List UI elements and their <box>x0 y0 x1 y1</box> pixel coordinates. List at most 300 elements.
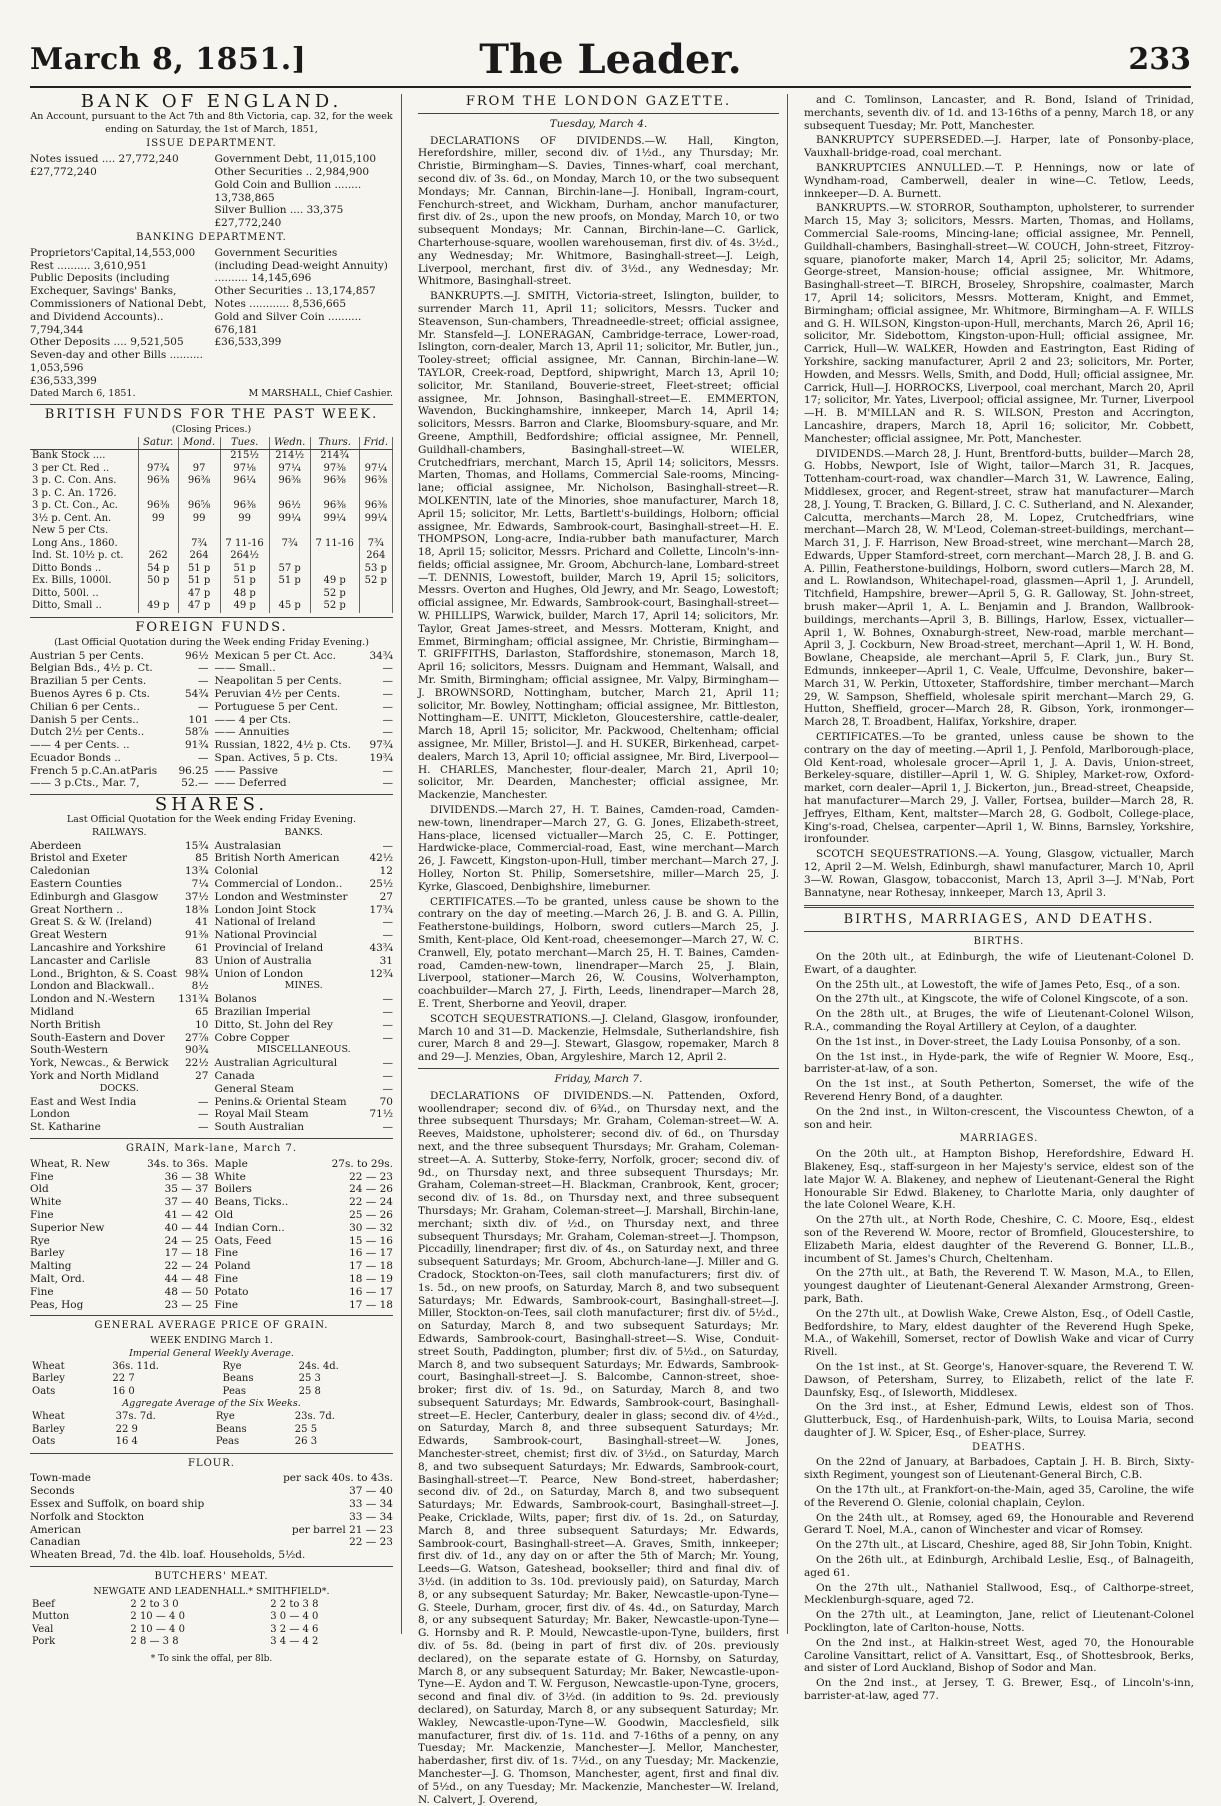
fund-row-cell: 99¼ <box>359 513 392 526</box>
flour-heading: FLOUR. <box>188 1457 235 1469</box>
foreign-fund-value: — <box>382 764 393 777</box>
misc-share-value: — <box>382 1070 393 1083</box>
railways-list <box>30 840 209 1083</box>
six-week-average-row-cell: Rye <box>215 1411 235 1423</box>
misc-share <box>215 1121 394 1134</box>
fund-row-cell: 3 per Ct. Red .. <box>30 463 138 476</box>
railway-share-value: 8½ <box>191 980 209 993</box>
fund-row-cell: New 5 per Cts. <box>30 525 138 538</box>
railway-share-label: Great Northern .. <box>30 903 123 916</box>
issue-left <box>30 153 209 230</box>
issue-right-line: Other Securities .. 2,984,900 <box>214 165 370 178</box>
railway-share-value: 7¼ <box>191 878 209 891</box>
meat-columns: NEWGATE AND LEADENHALL.* SMITHFIELD*. <box>93 1585 330 1597</box>
railway-share <box>30 904 209 917</box>
foreign-fund <box>215 714 394 727</box>
foreign-fund-label: Span. Actives, 5 p. Cts. <box>214 751 338 764</box>
meat-footnote: * To sink the offal, per 8lb. <box>150 1653 273 1664</box>
six-week-average-row-cell: 26 3 <box>294 1436 318 1448</box>
meat-row <box>30 1599 393 1612</box>
weekly-average-row-cell: Rye <box>222 1360 242 1372</box>
flour-price-value: 22 — 23 <box>349 1536 393 1549</box>
banking-department <box>30 247 393 388</box>
misc-share <box>215 1108 394 1121</box>
railway-share-value: 27⅞ <box>184 1031 209 1044</box>
six-week-average-row-cell: Peas <box>215 1436 240 1448</box>
grain-price-label: Old <box>214 1208 234 1221</box>
fund-row-cell: 96¼ <box>220 475 269 488</box>
bank-share-value: — <box>382 916 393 929</box>
six-week-average-row <box>30 1424 393 1437</box>
six-week-average-row <box>30 1411 393 1424</box>
foreign-fund-value: — <box>382 662 393 675</box>
fund-row-cell <box>138 450 178 463</box>
birth-notice: On the 1st inst., in Hyde-park, the wife of Regnier W. Moore, Esq., barrister-at-law, of a son. <box>804 1050 1194 1076</box>
meat-row-cell: Beef <box>32 1598 55 1610</box>
bank-share <box>215 865 394 878</box>
foreign-fund <box>30 675 209 688</box>
gazette-notice: DECLARATIONS OF DIVIDENDS.—N. Pattenden, Oxford, woollendraper; second div. of 6¾d., on Thursday next, and the three subsequent Thursdays; Mr. Graham, Coleman-street—W. A. Reeves, Maidstone, upholsterer; second div. of 6d., on Thursday next, and the three subsequent Thursdays; Mr. Graham, Coleman-street—A. A. Sutterby, Stoke-ferry, Norfolk, grocer; second div. of 9d., on Thursday next, and three subsequent Thursdays; Mr. Graham, Coleman-street—H. Blackman, Cranbrook, Kent, grocer; second div. of 1s. 8d., on Thursday next, and three subsequent Thursdays; Mr. Graham, Coleman-street—J. Marshall, Birchin-lane, merchant; sixth div. of ½d., on Thursday next, and three subsequent Thursdays; Mr. Graham, Coleman-street—J. Thompson, Piccadilly, linendraper; first div. of 4s., on Saturday next, and three subsequent Saturdays; Mr. Groom, Abchurch-lane—J. Miller and G. Cradock, Stockton-on-Tees, sail cloth manufacturers; first div. of 1s. 5d., on new proofs, on Saturday, March 8, and two subsequent Saturdays; Mr. Edwards, Sambrook-court, Basinghall-street—J. Miller, Stockton-on-Tees, sail cloth manufacturer; first div. of 5½d., on Saturday, March 8, and two subsequent Saturdays; Mr. Edwards, Sambrook-court, Basinghall-street—S. Wise, Conduit-street South, Paddington, plumber; first div. of 5½d., on Saturday, March 8, and two subsequent Saturdays; Mr. Edwards, Sambrook-court, Basinghall-street—J. S. Balcombe, Cannon-street, shoe-broker; first div. of 1s. 9d., on Saturday, March 8, and two subsequent Saturdays; Mr. Edwards, Sambrook-court, Basinghall-street—E. Hecler, Canterbury, dealer in glass; second div. of 4½d., on Saturday, March 8, and three subsequent Saturdays; Mr. Edwards, Sambrook-court, Basinghall-street—W. Jones, Manchester-street, chemist; first div. of 3½d., on Saturday, March 8, and two subsequent Saturdays; Mr. Edwards, Sambrook-court, Basinghall-street—T. Pearce, New Bond-street, haberdasher; second div. of 2d., on Saturday, March 8, and two subsequent Saturdays; Mr. Edwards, Sambrook-court, Basinghall-street—J. Peake, Cricklade, Wilts, paper; first div. of 1s. 2d., on Saturday, March 8, and three subsequent Saturdays; Mr. Edwards, Sambrook-court, Basinghall-street—A. Graves, Smith, innkeeper; first div. of 1d., any day on or after the 5th of March; Mr. Young, Leeds—G. Watson, Gateshead, bookseller; third and final div. of 3½d. (in addition to 3s. 10d. previously paid), on Saturday, March 8, or any subsequent Saturday; Mr. Baker, Newcastle-upon-Tyne—G. Steele, Durham, grocer, first div. of 4s. 4d., on Saturday, March 8, or any subsequent Saturday; Mr. Baker, Newcastle-upon-Tyne—G. Hornsby and R. P. Mould, Newcastle-upon-Tyne, builders, first div. of 5s. 8d. (being in part of first div. of 20s. previously declared), on the separate estate of G. Hornsby, on Saturday, March 8, or any subsequent Saturday; Mr. Baker, Newcastle-upon-Tyne—E. Aydon and T. W. Ferguson, Newcastle-upon-Tyne, grocers, second and final div. of 3½d. (in addition to 9s. 2d. previously declared), on Saturday, March 8, or any subsequent Saturday; Mr. Wakley, Newcastle-upon-Tyne—W. Goodwin, Macclesfield, silk manufacturer, first div. of 1s. 11d. and 7-16ths of a penny, on any Tuesday; Mr. Mackenzie, Manchester—J. Mellor, Manchester, haberdasher, first div. of 1s. 7½d., on any Tuesday; Mr. Mackenzie, Manchester—J. G. Thomson, Manchester, agent, first and final div. of 5½d., on any Tuesday; Mr. Mackenzie, Manchester—W. Ireland, N. Calvert, J. Overend, <box>418 1089 779 1806</box>
bank-dated: Dated March 6, 1851. <box>30 387 136 399</box>
fund-row <box>30 475 393 488</box>
fund-row-cell <box>310 563 359 576</box>
british-funds-heading: BRITISH FUNDS FOR THE PAST WEEK. <box>44 407 379 423</box>
railway-share-label: Eastern Counties <box>30 878 122 891</box>
bank-share-label: Australasian <box>214 839 282 852</box>
foreign-fund-label: —— Annuities <box>214 726 290 739</box>
banking-right-line: Notes ............ 8,536,665 <box>214 297 346 310</box>
foreign-fund-label: Belgian Bds., 4½ p. Ct. <box>30 662 153 675</box>
misc-label: MISCELLANEOUS. <box>256 1044 351 1056</box>
foreign-fund-value: 34¾ <box>369 649 393 662</box>
fund-row <box>30 513 393 526</box>
grain-price-value: 15 — 16 <box>349 1234 393 1247</box>
dock-share-value: — <box>198 1095 209 1108</box>
grain-price-label: Malt, Ord. <box>30 1272 85 1285</box>
foreign-fund-label: Austrian 5 per Cents. <box>30 649 144 662</box>
fund-row-cell: 96⅝ <box>178 500 220 513</box>
bank-share-value: — <box>382 929 393 942</box>
weekly-average-row-cell: 36s. 11d. <box>112 1360 159 1372</box>
dock-share-value: — <box>198 1121 209 1134</box>
foreign-fund <box>30 688 209 701</box>
mine-share-label: Cobre Copper <box>214 1031 290 1044</box>
fund-row <box>30 550 393 563</box>
column-header: Satur. <box>138 437 178 450</box>
marriage-notice: On the 27th ult., at North Rode, Cheshire, C. C. Moore, Esq., eldest son of the Reverend W. Moore, rector of Bromfield, Gloucestershire, to Elizabeth Maria, eldest daughter of the Reverend G. Bonner, LL.B., incumbent of St. James's Church, Cheltenham. <box>804 1214 1194 1265</box>
railways-label: RAILWAYS. <box>92 826 147 838</box>
dock-share-label: East and West India <box>30 1095 137 1108</box>
bank-share <box>215 968 394 981</box>
fund-row <box>30 538 393 551</box>
fund-row-cell: 3 p. C. An. 1726. <box>30 488 138 501</box>
grain-price-value: 22 — 24 <box>164 1260 209 1273</box>
grain-price-label: Fine <box>30 1285 54 1298</box>
grain <box>30 1158 393 1312</box>
friday-dateline: Friday, March 7. <box>554 1072 643 1085</box>
fund-row-cell: 264 <box>178 550 220 563</box>
foreign-fund-value: 19¾ <box>369 751 393 764</box>
weekly-average-row-cell: Barley <box>32 1373 65 1385</box>
fund-row-cell: Long Ans., 1860. <box>30 538 138 551</box>
fund-row <box>30 563 393 576</box>
grain-price-value: 44 — 48 <box>164 1272 209 1285</box>
bank-share-label: Colonial <box>214 865 259 878</box>
grain-price-value: 30 — 32 <box>349 1221 393 1234</box>
grain-price <box>215 1158 394 1171</box>
bank-share-value: 43¾ <box>369 942 393 955</box>
fund-row-cell: 7¾ <box>178 538 220 551</box>
railway-share-value: 22½ <box>184 1057 209 1070</box>
fund-row-cell: 96⅜ <box>310 475 359 488</box>
issue-right-line: Gold Coin and Bullion ........ 13,738,865 <box>214 178 362 204</box>
bank-share-value: 17¾ <box>369 903 393 916</box>
fund-row-cell: 51 p <box>269 575 310 588</box>
six-week-average-row-cell: Oats <box>32 1436 56 1448</box>
grain-price <box>30 1260 209 1273</box>
fund-row-cell <box>138 588 178 601</box>
birth-notice: On the 1st inst., at South Petherton, Somerset, the wife of the Reverend Henry Bond, of a daughter. <box>804 1078 1194 1103</box>
railway-share-label: Bristol and Exeter <box>30 852 128 865</box>
foreign-fund <box>215 765 394 778</box>
birth-notice: On the 20th ult., at Edinburgh, the wife of Lieutenant-Colonel D. Ewart, of a daughter. <box>804 951 1194 976</box>
fund-row <box>30 450 393 463</box>
grain-price-label: Old <box>30 1183 49 1196</box>
banking-right <box>215 247 394 388</box>
flour-price <box>30 1472 393 1485</box>
fund-row-cell: 3 p. C. Con. Ans. <box>30 475 138 488</box>
bmd-heading: BIRTHS, MARRIAGES, AND DEATHS. <box>843 912 1155 928</box>
bank-share <box>215 904 394 917</box>
fund-row <box>30 500 393 513</box>
fund-row-cell: Bank Stock .... <box>30 450 138 463</box>
dock-share-label: St. Katharine <box>30 1121 101 1134</box>
grain-price <box>215 1209 394 1222</box>
foreign-fund-label: —— Passive <box>214 764 278 777</box>
meat-row-cell: Veal <box>32 1623 54 1635</box>
railway-share <box>30 916 209 929</box>
railway-share-label: Aberdeen <box>30 839 82 852</box>
grain-price <box>30 1235 209 1248</box>
six-week-average-row-cell: 37s. 7d. <box>115 1411 156 1423</box>
railway-share <box>30 1032 209 1045</box>
gazette-notice: DIVIDENDS.—March 27, H. T. Baines, Camden-road, Camden-new-town, linendraper—March 27, G. G. Jones, Elizabeth-street, Hans-place, licensed victualler—March 25, C. E. Pottinger, Hardwicke-place, Commercial-road, East, wine merchant—March 26, J. Fawcett, Kingston-upon-Hull, timber merchant—March 27, J. Holley, Norton St. Philip, Somersetshire, miller—March 25, J. Kyrke, Glascoed, Denbighshire, limeburner. <box>418 804 779 893</box>
column-1 <box>30 91 402 1664</box>
misc-share-value: — <box>382 1121 393 1134</box>
bank-share-value: — <box>382 839 393 852</box>
mine-share-label: Ditto, St. John del Rey <box>214 1018 333 1031</box>
foreign-fund-label: Mexican 5 per Ct. Acc. <box>214 649 336 662</box>
issue-right-line: £27,772,240 <box>214 217 282 230</box>
mine-share <box>215 1019 394 1032</box>
fund-row-cell <box>359 488 392 501</box>
grain-price-value: 24 — 26 <box>349 1183 393 1196</box>
flour-price <box>30 1498 393 1511</box>
railway-share-label: Great Western <box>30 929 108 942</box>
bank-signature <box>30 388 393 401</box>
grain-price-label: Maple <box>214 1157 248 1170</box>
railway-share-value: 85 <box>195 852 209 865</box>
fund-row-cell <box>310 488 359 501</box>
fund-row-cell: 7 11-16 <box>310 538 359 551</box>
railway-share-value: 131¾ <box>178 993 209 1006</box>
foreign-fund-value: — <box>382 777 393 790</box>
column-3 <box>796 94 1194 1703</box>
grain-price-label: Peas, Hog <box>30 1298 84 1311</box>
meat-row <box>30 1611 393 1624</box>
grain-price-label: Beans, Ticks.. <box>214 1196 289 1209</box>
issue-date: March 8, 1851.] <box>30 42 307 77</box>
bank-share-value: 31 <box>379 954 393 967</box>
grain-right <box>215 1158 394 1312</box>
flour-price-value: 33 — 34 <box>349 1510 393 1523</box>
banking-left-line: £36,533,399 <box>30 374 97 387</box>
death-notice: On the 22nd of January, at Barbadoes, Captain J. H. B. Birch, Sixty-sixth Regiment, youngest son of Lieutenant-General Birch, C.B. <box>804 1456 1194 1482</box>
railway-share-value: 65 <box>195 1006 209 1019</box>
grain-price <box>215 1273 394 1286</box>
fund-row-cell: 96½ <box>269 500 310 513</box>
marriage-notice: On the 27th ult., at Bath, the Reverend T. W. Mason, M.A., to Ellen, youngest daughter of Lieutenant-General Alexander Armstrong, Green-park, Bath. <box>804 1267 1194 1305</box>
mine-share-value: — <box>382 1031 393 1044</box>
six-week-average-row-cell: Barley <box>32 1423 65 1435</box>
mines-list <box>215 993 394 1044</box>
railway-share-label: Caledonian <box>30 865 91 878</box>
fund-row-cell <box>220 525 269 538</box>
weekly-average-table <box>30 1361 393 1399</box>
grain-price-label: Boilers <box>214 1183 252 1196</box>
grain-price-label: Fine <box>30 1208 54 1221</box>
grain-price <box>30 1286 209 1299</box>
mine-share <box>215 1006 394 1019</box>
foreign-fund-value: 97¾ <box>369 739 393 752</box>
foreign-fund-value: 54¾ <box>184 687 209 700</box>
fund-row-cell: 214½ <box>269 450 310 463</box>
flour-price-label: Norfolk and Stockton <box>30 1510 145 1523</box>
railway-share <box>30 929 209 942</box>
gazette-continued <box>804 94 1194 899</box>
grain-price <box>215 1299 394 1312</box>
grain-price-label: Fine <box>214 1247 239 1260</box>
foreign-fund <box>30 701 209 714</box>
mine-share-label: Brazilian Imperial <box>214 1006 311 1019</box>
birth-notice: On the 25th ult., at Lowestoft, the wife of James Peto, Esq., of a son. <box>816 978 1181 991</box>
six-week-average-row-cell: Wheat <box>32 1411 65 1423</box>
flour-price <box>30 1511 393 1524</box>
railway-share <box>30 942 209 955</box>
bank-share <box>215 840 394 853</box>
fund-row-cell: 96⅜ <box>220 500 269 513</box>
foreign-fund-label: —— Deferred <box>214 777 287 790</box>
meat-heading: BUTCHERS' MEAT. <box>154 1570 269 1582</box>
fund-row <box>30 600 393 613</box>
misc-share <box>215 1083 394 1096</box>
foreign-fund-label: —— 3 p.Cts., Mar. 7, <box>30 777 140 790</box>
foreign-fund-value: — <box>198 700 209 713</box>
deaths-list <box>804 1456 1194 1702</box>
marriage-notice: On the 27th ult., at Dowlish Wake, Crewe Alston, Esq., of Odell Castle, Bedfordshire, to Mary, eldest daughter of the Reverend Hugh Speke, M.A., of Wakehill, Somerset, rector of Dowlish Wake and vicar of Curry Rivell. <box>804 1307 1194 1359</box>
misc-share-label: South Australian <box>214 1121 305 1134</box>
flour-price-label: Seconds <box>30 1485 75 1498</box>
dock-share-value: — <box>198 1108 209 1121</box>
births-heading: BIRTHS. <box>973 936 1025 948</box>
fund-row-cell: Ditto, Small .. <box>30 600 138 613</box>
british-funds-sub: (Closing Prices.) <box>171 424 252 436</box>
misc-share-value: 70 <box>379 1095 393 1108</box>
railway-share-value: 27 <box>195 1070 209 1083</box>
railway-share <box>30 1044 209 1057</box>
mine-share <box>215 993 394 1006</box>
death-notice: On the 26th ult., at Edinburgh, Archibald Leslie, Esq., of Balnageith, aged 61. <box>804 1554 1194 1579</box>
foreign-funds <box>30 650 393 791</box>
fund-row-cell: 57 p <box>269 563 310 576</box>
foreign-fund <box>215 739 394 752</box>
column-2 <box>410 94 788 1806</box>
banking-right-line: Other Securities .. 13,174,857 <box>214 285 376 298</box>
bank-share <box>215 852 394 865</box>
death-notice: On the 27th ult., Nathaniel Stallwood, Esq., of Calthorpe-street, Mecklenburgh-square, aged 72. <box>804 1581 1194 1607</box>
imperial-label: Imperial General Weekly Average. <box>129 1347 294 1359</box>
fund-row-cell: 96⅜ <box>138 475 178 488</box>
grain-price-value: 16 — 17 <box>349 1247 393 1260</box>
death-notice: On the 27th ult., at Liscard, Cheshire, aged 88, Sir John Tobin, Knight. <box>816 1539 1193 1552</box>
british-funds-table <box>30 437 393 613</box>
issue-left-line: Notes issued .... 27,772,240 <box>30 153 179 166</box>
foreign-fund-label: Portuguese 5 per Cent. <box>214 700 338 713</box>
six-week-average-row-cell: Beans <box>215 1423 247 1435</box>
fund-row-cell <box>359 525 392 538</box>
fund-row-cell: 97¾ <box>138 463 178 476</box>
general-average-heading: GENERAL AVERAGE PRICE OF GRAIN. <box>94 1320 329 1332</box>
misc-share <box>215 1096 394 1109</box>
fund-row-cell: 53 p <box>359 563 392 576</box>
misc-share-label: Australian Agricultural <box>214 1057 338 1070</box>
misc-share <box>215 1070 394 1083</box>
grain-price <box>30 1299 209 1312</box>
column-header: Mond. <box>178 437 220 450</box>
fund-row-cell <box>138 525 178 538</box>
issue-right <box>215 153 394 230</box>
foreign-fund-label: —— 4 per Cts. <box>214 713 292 726</box>
grain-price-value: 48 — 50 <box>164 1285 209 1298</box>
meat-row-cell: 2 2 to 3 8 <box>270 1598 319 1610</box>
fund-row <box>30 588 393 601</box>
fund-row-cell <box>310 525 359 538</box>
flour-price-label: Town-made <box>30 1472 91 1485</box>
railway-share <box>30 878 209 891</box>
grain-price-label: White <box>30 1196 62 1209</box>
railway-share <box>30 955 209 968</box>
flour-price-value: 37 — 40 <box>349 1485 393 1498</box>
bank-share-label: Provincial of Ireland <box>214 942 324 955</box>
fund-row-cell: 7¾ <box>359 538 392 551</box>
fund-row-cell: Ind. St. 10½ p. ct. <box>30 550 138 563</box>
grain-price-value: 36 — 38 <box>164 1170 209 1183</box>
railway-share-label: York, Newcas., & Berwick <box>30 1057 169 1070</box>
banks <box>215 827 394 1134</box>
fund-row-cell <box>178 488 220 501</box>
railway-share-label: Edinburgh and Glasgow <box>30 890 159 903</box>
misc-list <box>215 1057 394 1134</box>
weekly-average-row-cell: 25 8 <box>298 1385 321 1397</box>
fund-row-cell: 52 p <box>359 575 392 588</box>
docks-label: DOCKS. <box>99 1082 139 1094</box>
bank-share <box>215 929 394 942</box>
grain-price-label: Wheat, R. New <box>30 1157 110 1170</box>
bank-share-label: London and Westminster <box>214 890 348 903</box>
bank-share <box>215 955 394 968</box>
deaths-heading: DEATHS. <box>971 1441 1027 1453</box>
grain-price <box>215 1247 394 1260</box>
weekly-average-row-cell: 25 3 <box>298 1373 321 1385</box>
foreign-fund <box>30 726 209 739</box>
misc-share-label: General Steam <box>214 1082 294 1095</box>
grain-price <box>30 1183 209 1196</box>
foreign-fund-value: 52.— <box>181 777 209 790</box>
marriage-notice: On the 20th ult., at Hampton Bishop, Herefordshire, Edward H. Blakeney, Esq., staff-surgeon in her Majesty's service, eldest son of the late Major W. A. Blakeney, and nephew of Lieutenant-General the Right Honourable Sir Edwd. Blakeney, to Charlotte Maria, only daughter of the late Colonel Weare, K.H. <box>804 1148 1194 1212</box>
bank-share <box>215 891 394 904</box>
foreign-fund-value: — <box>198 675 209 688</box>
foreign-fund-value: 58⅞ <box>184 726 209 739</box>
gazette-notice: CERTIFICATES.—To be granted, unless cause be shown to the contrary on the day of meeting.—April 1, J. Penfold, Marlborough-place, Old Kent-road, wholesale grocer—April 1, J. A. Davis, Union-street, Berkeley-square, distiller—April 1, W. G. Shipley, Market-row, Oxford-market, corn dealer—April 1, J. Bickerton, jun., Bread-street, Cheapside, hat manufacturer—March 29, J. Valler, Fortsea, builder—March 28, R. Jeffryes, Eltham, Kent, maltster—March 28, G. Godbolt, College-place, King's-road, Chelsea, carpenter—April 1, W. Binns, Barnsley, Yorkshire, ironfounder. <box>804 731 1194 846</box>
grain-left <box>30 1158 209 1312</box>
grain-price-label: Rye <box>30 1234 50 1247</box>
marriages-list <box>804 1148 1194 1440</box>
foreign-fund-label: French 5 p.C.An.atParis <box>30 764 158 777</box>
fund-row-cell: 97¼ <box>359 463 392 476</box>
railway-share-value: 10 <box>195 1018 209 1031</box>
foreign-fund-value: — <box>382 726 393 739</box>
fund-row-cell: 7¾ <box>269 538 310 551</box>
fund-row-cell <box>178 525 220 538</box>
weekly-average-row-cell: 24s. 4d. <box>298 1360 339 1372</box>
gazette-heading: FROM THE LONDON GAZETTE. <box>465 94 732 109</box>
railway-share-value: 18⅜ <box>184 903 209 916</box>
six-week-average-row <box>30 1436 393 1449</box>
grain-price <box>215 1260 394 1273</box>
fund-row-cell: 264 <box>359 550 392 563</box>
railway-share <box>30 993 209 1006</box>
railway-share-value: 41 <box>195 916 209 929</box>
foreign-fund <box>215 752 394 765</box>
banking-left-line: Seven-day and other Bills .......... 1,053,596 <box>30 349 203 374</box>
railway-share <box>30 1006 209 1019</box>
gazette-notice: BANKRUPTCIES ANNULLED.—T. P. Hennings, now or late of Wyndham-road, Camberwell, dealer in wine—C. Tetlow, Leeds, innkeeper—D. A. Burnett. <box>804 161 1194 200</box>
marriage-notice: On the 1st inst., at St. George's, Hanover-square, the Reverend T. W. Dawson, of Petersham, Surrey, to Elizabeth, relict of the late F. Daunfsky, Esq., of Isleworth, Middlesex. <box>804 1360 1194 1399</box>
railway-share <box>30 891 209 904</box>
fund-row-cell: 214¾ <box>310 450 359 463</box>
gazette-notice: and C. Tomlinson, Lancaster, and R. Bond, Island of Trinidad, merchants, seventh div. of 1d. and 13-16ths of a penny, March 18, or any subsequent Tuesday; Mr. Pott, Manchester. <box>804 94 1194 132</box>
column-header: Wedn. <box>269 437 310 450</box>
issue-left-line: £27,772,240 <box>30 165 97 178</box>
mine-share-value: — <box>382 1018 393 1031</box>
grain-price-value: 41 — 42 <box>164 1208 209 1221</box>
foreign-fund <box>30 765 209 778</box>
fund-row-cell: 96⅜ <box>310 500 359 513</box>
misc-share-value: — <box>382 1057 393 1070</box>
birth-notice: On the 2nd inst., in Wilton-crescent, the Viscountess Chewton, of a son and heir. <box>804 1105 1194 1131</box>
six-week-average-row-cell: 23s. 7d. <box>294 1411 335 1423</box>
railway-share-label: Lancaster and Carlisle <box>30 954 151 967</box>
fund-row <box>30 488 393 501</box>
railway-share <box>30 1019 209 1032</box>
fund-row-cell: 47 p <box>178 600 220 613</box>
weekly-average-row-cell: 22 7 <box>112 1373 135 1385</box>
grain-price-label: Barley <box>30 1247 65 1260</box>
fund-row-cell: 96⅜ <box>138 500 178 513</box>
foreign-fund <box>215 650 394 663</box>
foreign-fund-label: —— 4 per Cents. .. <box>30 739 130 752</box>
railway-share <box>30 1057 209 1070</box>
